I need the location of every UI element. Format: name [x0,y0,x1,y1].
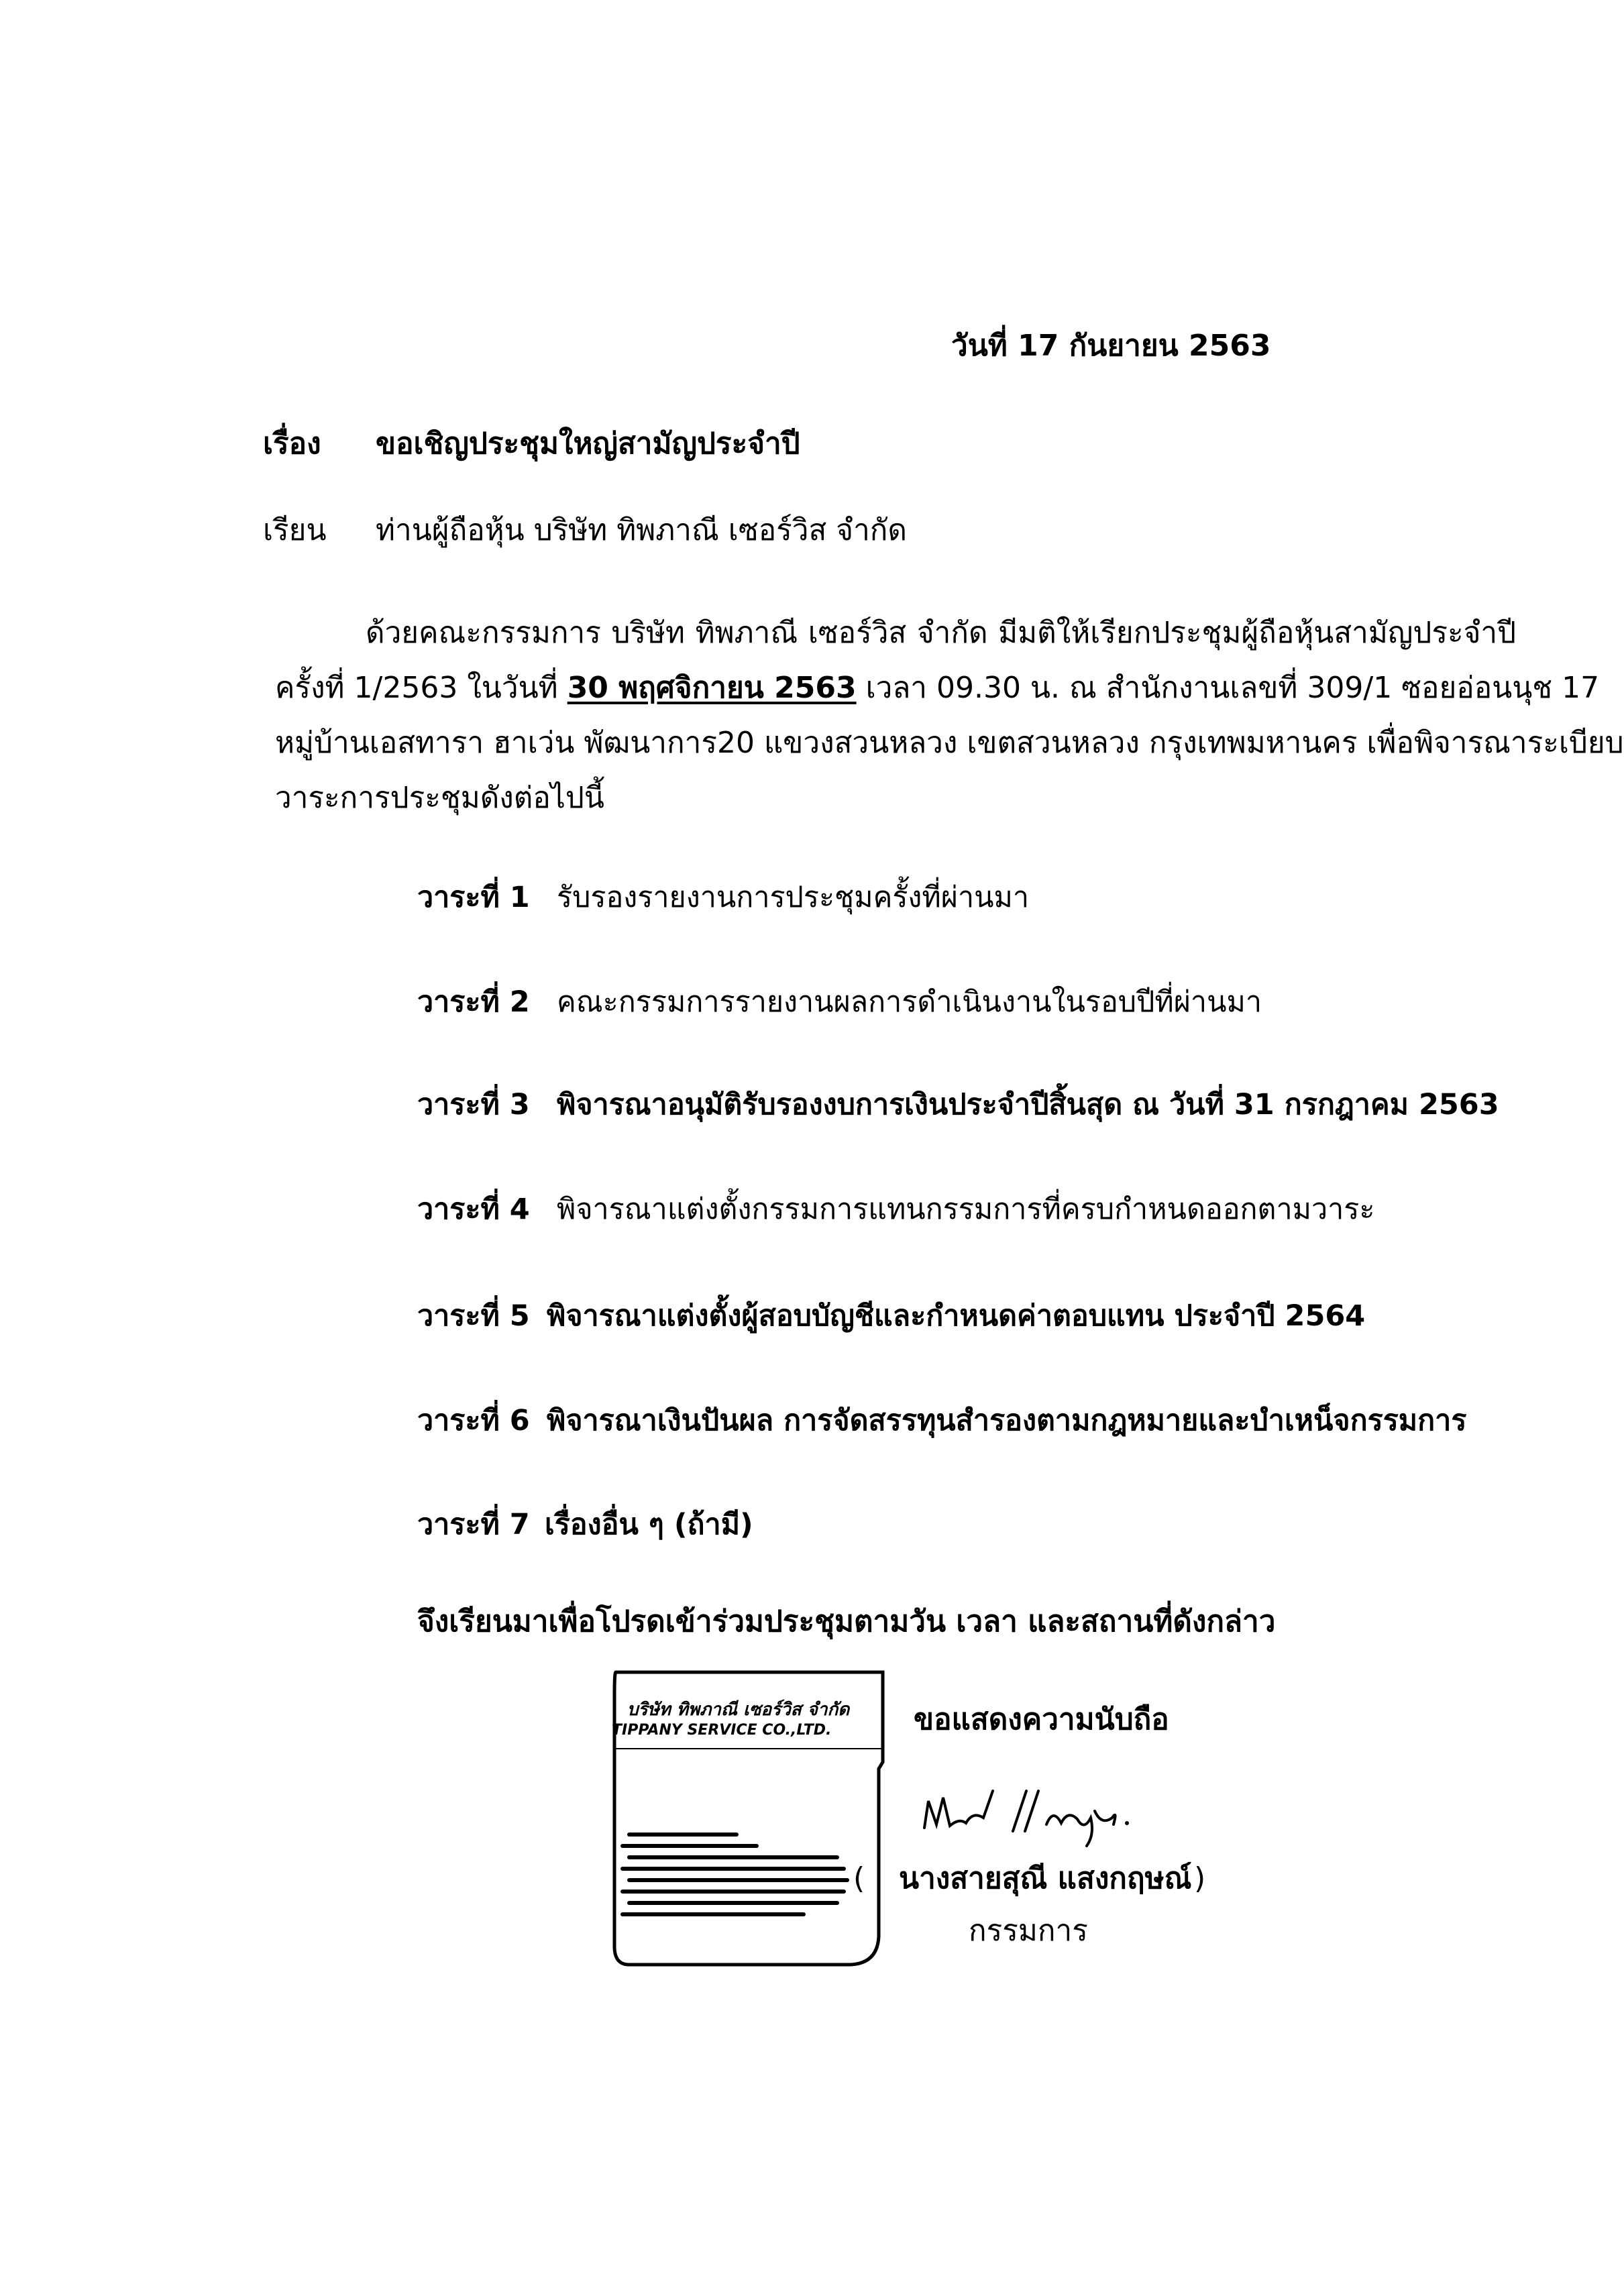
stamp-company-name-th: บริษัท ทิพภาณี เซอร์วิส จำกัด [627,1700,850,1720]
body-line-1-text: ด้วยคณะกรรมการ บริษัท ทิพภาณี เซอร์วิส จำกัด มีมติให้เรียกประชุมผู้ถือหุ้นสามัญประจำปี [366,616,1516,650]
agenda-3-label: วาระที่ 3 [417,1088,530,1122]
addressee-text: ท่านผู้ถือหุ้น บริษัท ทิพภาณี เซอร์วิส จำกัด [376,513,907,547]
signature-text [919,1771,1052,1792]
body-line-3: หมู่บ้านเอสทารา ฮาเว่น พัฒนาการ20 แขวงสวนหลวง เขตสวนหลวง กรุงเทพมหานคร เพื่อพิจารณาระเบียบ [275,726,1624,760]
signer-paren-open: ( [853,1861,865,1896]
agenda-3-text: พิจารณาอนุมัติรับรองงบการเงินประจำปีสิ้นสุด ณ วันที่ 31 กรกฎาคม 2563 [557,1088,1499,1122]
meeting-date: 30 พฤศจิกายน 2563 [567,671,857,705]
agenda-2-label: วาระที่ 2 [417,985,530,1019]
subject-text: ขอเชิญประชุมใหญ่สามัญประจำปี [376,427,800,461]
body-line-2 [275,671,1600,706]
agenda-1-text: รับรองรายงานการประชุมครั้งที่ผ่านมา [557,881,1029,914]
body-line-1 [366,616,1516,651]
closing-sentence: จึงเรียนมาเพื่อโปรดเข้าร่วมประชุมตามวัน เวลา และสถานที่ดังกล่าว [417,1604,1276,1639]
signer-paren-close: ) [1194,1861,1206,1896]
agenda-4-label: วาระที่ 4 [417,1193,530,1226]
agenda-1-label: วาระที่ 1 [417,881,530,914]
letter-date: วันที่ 17 กันยายน 2563 [951,329,1271,363]
subject-label: เรื่อง [263,427,321,461]
addressee-label: เรียน [263,513,327,547]
signer-role: กรรมการ [969,1914,1088,1948]
agenda-5-text: พิจารณาแต่งตั้งผู้สอบบัญชีและกำหนดค่าตอบแทน ประจำปี 2564 [547,1299,1366,1333]
agenda-5-label: วาระที่ 5 [417,1299,530,1333]
regards-text: ขอแสดงความนับถือ [914,1702,1169,1737]
agenda-2-text: คณะกรรมการรายงานผลการดำเนินงานในรอบปีที่ผ่านมา [557,985,1262,1019]
stamp-company-name-en: TIPPANY SERVICE CO.,LTD. [612,1722,832,1739]
body-line-2-post: เวลา 09.30 น. ณ สำนักงานเลขที่ 309/1 ซอยอ่อนนุช 17 [865,671,1600,705]
signer-name: นางสายสุณี แสงกฤษณ์ [899,1861,1192,1896]
agenda-4-text: พิจารณาแต่งตั้งกรรมการแทนกรรมการที่ครบกำหนดออกตามวาระ [557,1193,1375,1226]
agenda-7-text: เรื่องอื่น ๆ (ถ้ามี) [545,1508,753,1541]
body-line-4: วาระการประชุมดังต่อไปนี้ [275,781,604,815]
agenda-6-label: วาระที่ 6 [417,1404,530,1437]
agenda-7-label: วาระที่ 7 [417,1508,530,1541]
agenda-6-text: พิจารณาเงินปันผล การจัดสรรทุนสำรองตามกฎหมายและบำเหน็จกรรมการ [547,1404,1467,1437]
body-line-2-pre: ครั้งที่ 1/2563 ในวันที่ [275,671,558,705]
